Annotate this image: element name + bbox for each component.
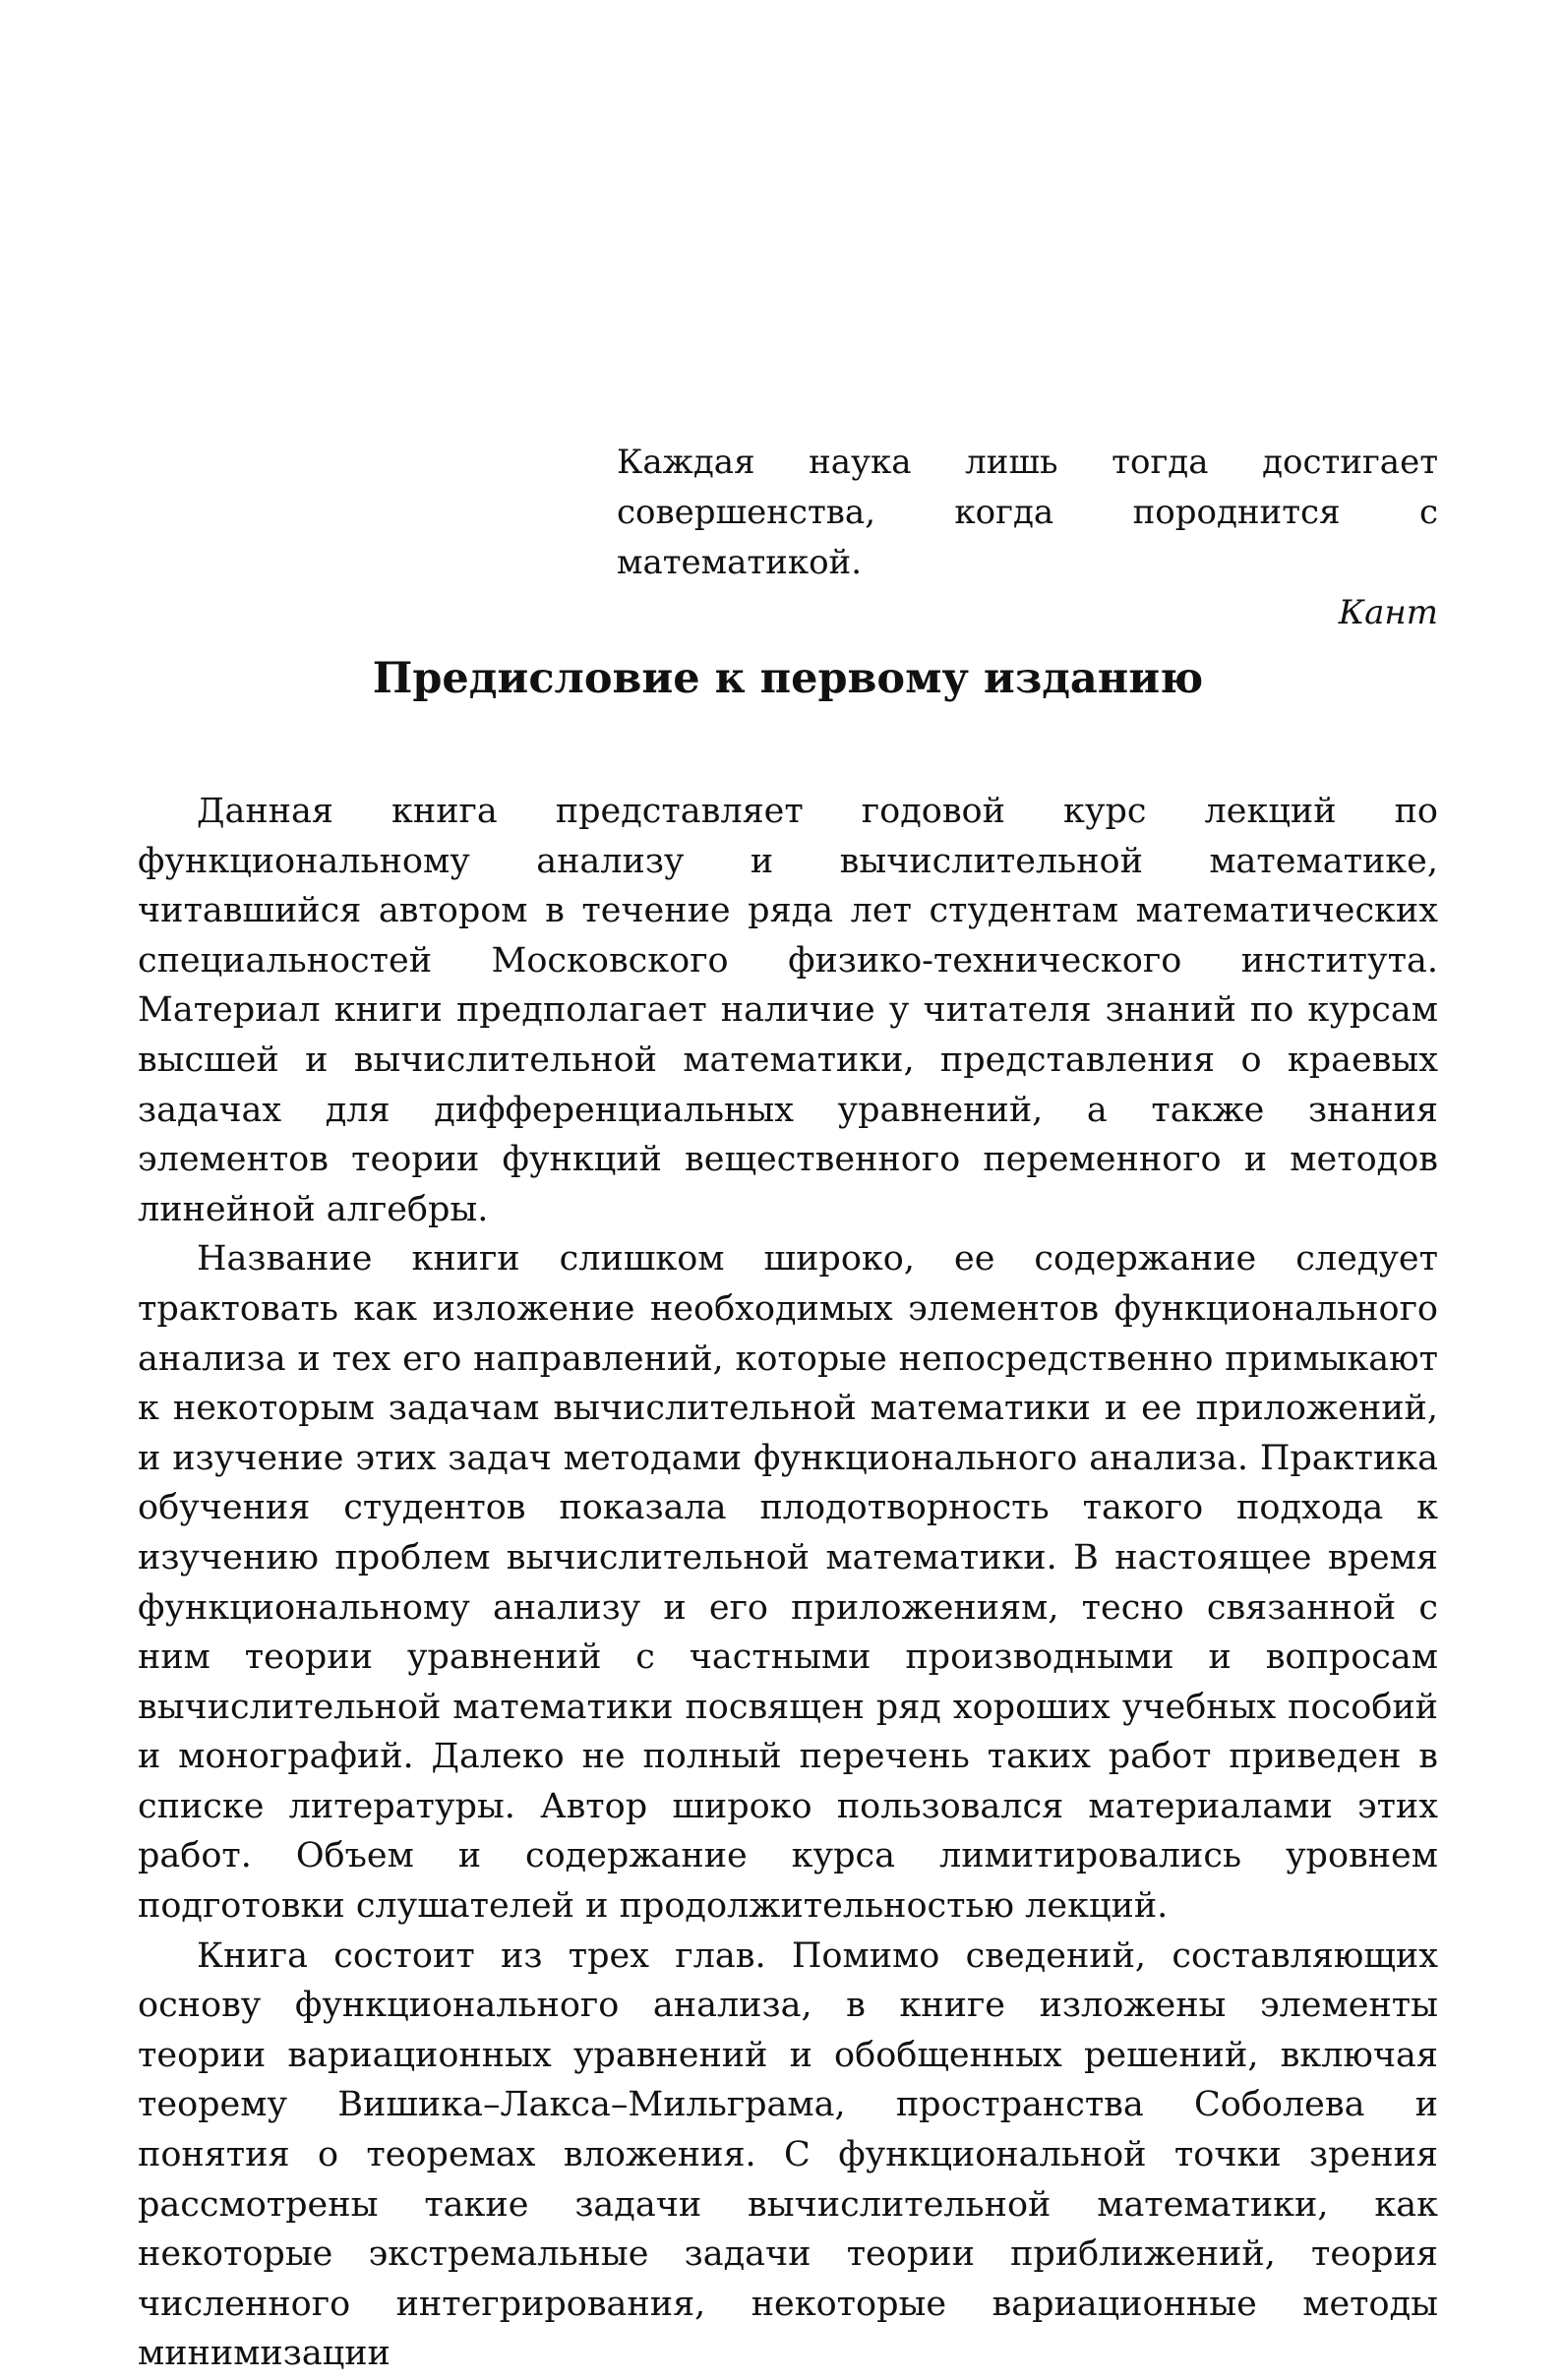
epigraph-author: Кант (1338, 593, 1438, 632)
page-title: Предисловие к первому изданию (372, 654, 1204, 703)
epigraph-quote: Каждая наука лишь тогда достигает совершенства, когда породнится с математикой. (617, 443, 1438, 582)
paragraph: Название книги слишком широко, ее содержание следует трактовать как изложение необходимых элементов функционального анализа и тех его направлений, которые непосредственно примыкают к некоторым задачам вычислительной математики и ее приложений, и изучение этих задач методами функционального анализа. Практика обучения студентов показала плодотворность такого подхода к изучению проблем вычислительной математики. В настоящее время функциональному анализу и его приложениям, тесно связанной с ним теории уравнений с частными производными и вопросам вычислительной математики посвящен ряд хороших учебных пособий и монографий. Далеко не полный перечень таких работ приведен в списке литературы. Автор широко пользовался материалами этих работ. Объем и содержание курса лимитировались уровнем подготовки слушателей и продолжительностью лекций. (138, 1239, 1438, 1927)
epigraph (617, 438, 1438, 638)
preface-body (138, 787, 1438, 2379)
paragraph: Книга состоит из трех глав. Помимо сведений, составляющих основу функционального анализа, в книге изложены элементы теории вариационных уравнений и обобщенных решений, включая теорему Вишика–Лакса–Мильграма, пространства Соболева и понятия о теоремах вложения. С функциональной точки зрения рассмотрены такие задачи вычислительной математики, как некоторые экстремальные задачи теории приближений, теория численного интегрирования, некоторые вариационные методы минимизации (138, 1935, 1438, 2374)
paragraph: Данная книга представляет годовой курс лекций по функциональному анализу и вычислительной математике, читавшийся автором в течение ряда лет студентам математических специальностей Московского физико-технического института. Материал книги предполагает наличие у читателя знаний по курсам высшей и вычислительной математики, представления о краевых задачах для дифференциальных уравнений, а также знания элементов теории функций вещественного переменного и методов линейной алгебры. (138, 792, 1438, 1229)
